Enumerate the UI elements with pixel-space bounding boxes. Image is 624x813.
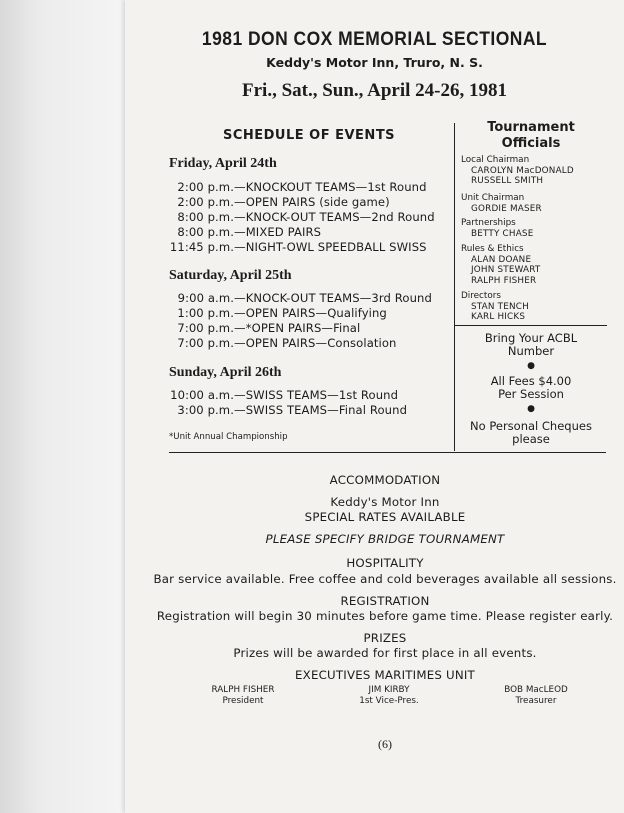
schedule-event: 10:00 a.m.—SWISS TEAMS—1st Round xyxy=(170,388,399,402)
section-divider xyxy=(169,452,606,453)
officials-group: Rules & Ethics ALAN DOANE JOHN STEWART RALPH FISHER xyxy=(461,244,541,286)
schedule-event: 11:45 p.m.—NIGHT-OWL SPEEDBALL SWISS xyxy=(169,240,427,254)
registration-text: Registration will begin 30 minutes before game time. Please register early. xyxy=(156,609,614,623)
cheques-note: No Personal Cheques please xyxy=(470,419,592,446)
schedule-footnote: *Unit Annual Championship xyxy=(169,432,288,442)
schedule-day-heading: Sunday, April 26th xyxy=(169,365,282,380)
prizes-text: Prizes will be awarded for first place in all events. xyxy=(233,646,537,660)
executive-entry: JIM KIRBY 1st Vice-Pres. xyxy=(359,685,419,706)
schedule-event: 3:00 p.m.—SWISS TEAMS—Final Round xyxy=(177,403,408,417)
executives-title: EXECUTIVES MARITIMES UNIT xyxy=(295,668,475,682)
column-divider xyxy=(454,123,455,451)
bullet-icon: ● xyxy=(527,361,535,371)
page-number: (6) xyxy=(378,737,392,751)
schedule-day-heading: Friday, April 24th xyxy=(169,156,277,171)
registration-title: REGISTRATION xyxy=(340,594,430,608)
hospitality-title: HOSPITALITY xyxy=(346,556,424,570)
schedule-event: 8:00 p.m.—MIXED PAIRS xyxy=(177,225,322,239)
schedule-title: SCHEDULE OF EVENTS xyxy=(222,128,396,143)
hospitality-text: Bar service available. Free coffee and cold beverages available all sessions. xyxy=(153,572,617,586)
schedule-event: 2:00 p.m.—OPEN PAIRS (side game) xyxy=(177,195,390,209)
accommodation-line: PLEASE SPECIFY BRIDGE TOURNAMENT xyxy=(265,532,505,546)
accommodation-line: SPECIAL RATES AVAILABLE xyxy=(304,510,466,524)
schedule-event: 7:00 p.m.—OPEN PAIRS—Consolation xyxy=(177,336,397,350)
venue-subtitle: Keddy's Motor Inn, Truro, N. S. xyxy=(266,55,483,70)
executive-entry: BOB MacLEOD Treasurer xyxy=(504,685,568,706)
schedule-event: 9:00 a.m.—KNOCK-OUT TEAMS—3rd Round xyxy=(177,291,432,305)
officials-group: Partnerships BETTY CHASE xyxy=(461,218,534,239)
bullet-icon: ● xyxy=(527,404,535,414)
page-title: 1981 DON COX MEMORIAL SECTIONAL xyxy=(201,29,548,50)
schedule-day-heading: Saturday, April 25th xyxy=(169,268,292,283)
event-dates: Fri., Sat., Sun., April 24-26, 1981 xyxy=(242,80,507,101)
acbl-note: Bring Your ACBL Number xyxy=(484,331,578,358)
officials-group: Local Chairman CAROLYN MacDONALD RUSSELL SMITH xyxy=(461,155,574,186)
schedule-event: 1:00 p.m.—OPEN PAIRS—Qualifying xyxy=(177,306,387,320)
schedule-event: 2:00 p.m.—KNOCKOUT TEAMS—1st Round xyxy=(177,180,427,194)
officials-group: Directors STAN TENCH KARL HICKS xyxy=(461,291,529,322)
fees-note: All Fees $4.00 Per Session xyxy=(490,374,572,401)
accommodation-title: ACCOMMODATION xyxy=(329,473,441,487)
accommodation-line: Keddy's Motor Inn xyxy=(330,495,440,509)
officials-group: Unit Chairman GORDIE MASER xyxy=(461,193,542,214)
officials-divider xyxy=(455,325,607,326)
document-page xyxy=(125,0,624,813)
prizes-title: PRIZES xyxy=(363,631,407,645)
executive-entry: RALPH FISHER President xyxy=(211,685,275,706)
schedule-event: 7:00 p.m.—*OPEN PAIRS—Final xyxy=(177,321,361,335)
schedule-event: 8:00 p.m.—KNOCK-OUT TEAMS—2nd Round xyxy=(177,210,435,224)
officials-title: Tournament Officials xyxy=(487,120,575,151)
